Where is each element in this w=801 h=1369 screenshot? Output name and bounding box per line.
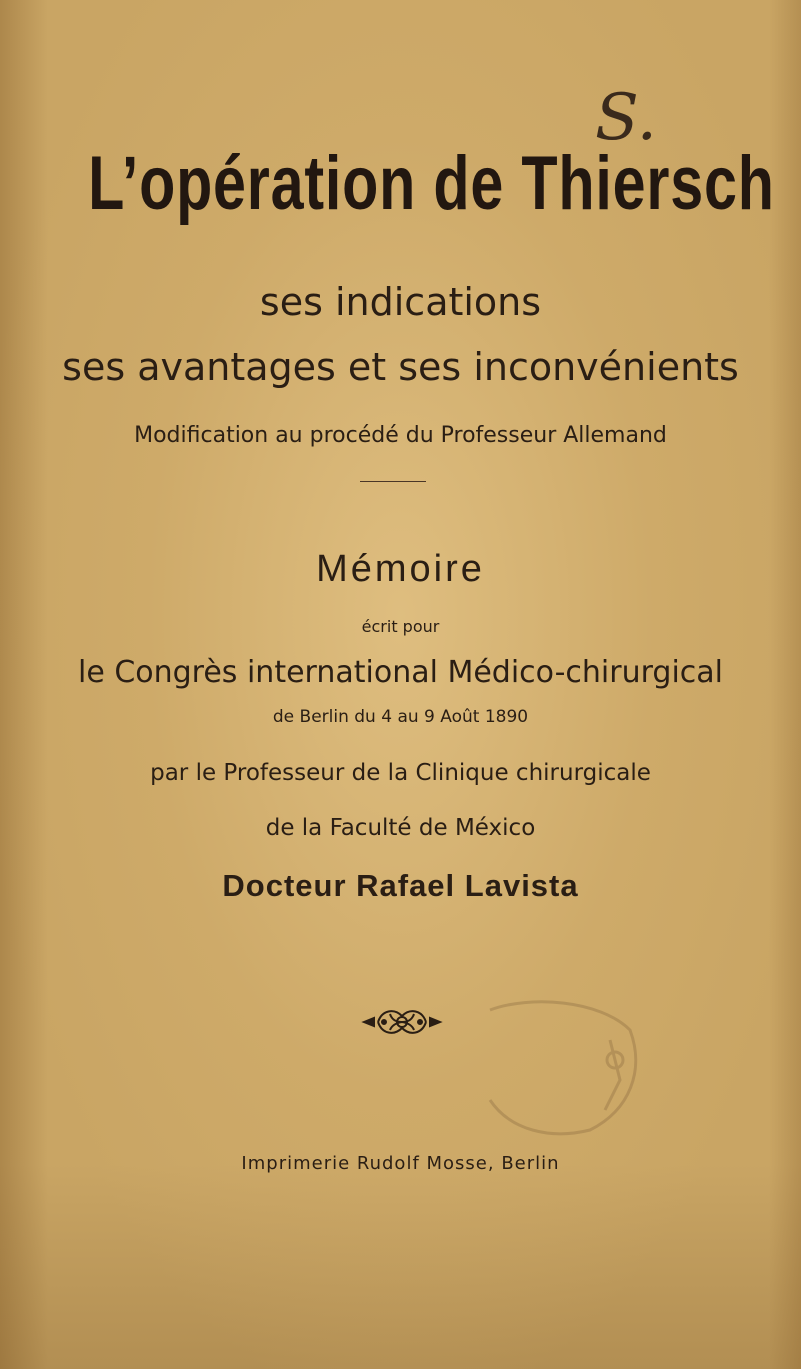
faculty-line: de la Faculté de México — [265, 815, 536, 841]
faded-library-stamp — [470, 990, 645, 1140]
modification-line: Modification au procédé du Professeur Allemand — [134, 423, 667, 448]
handwritten-mark: S. — [595, 81, 657, 155]
congress-line: le Congrès international Médico-chirurgical — [77, 655, 723, 690]
written-for-line: écrit pour — [361, 617, 440, 636]
memoire-heading: Mémoire — [316, 548, 485, 590]
divider — [360, 481, 426, 482]
printers-ornament-icon — [360, 1000, 444, 1040]
author-name: Docteur Rafael Lavista — [222, 868, 579, 903]
subtitle-advantages: ses avantages et ses inconvénients — [62, 345, 739, 389]
subtitle-indications: ses indications — [259, 280, 542, 324]
author-role-line: par le Professeur de la Clinique chirurgicale — [150, 760, 651, 786]
printer-imprint: Imprimerie Rudolf Mosse, Berlin — [241, 1153, 560, 1174]
congress-dates-line: de Berlin du 4 au 9 Août 1890 — [272, 707, 529, 727]
page-title: L’opération de Thiersch — [88, 141, 775, 226]
